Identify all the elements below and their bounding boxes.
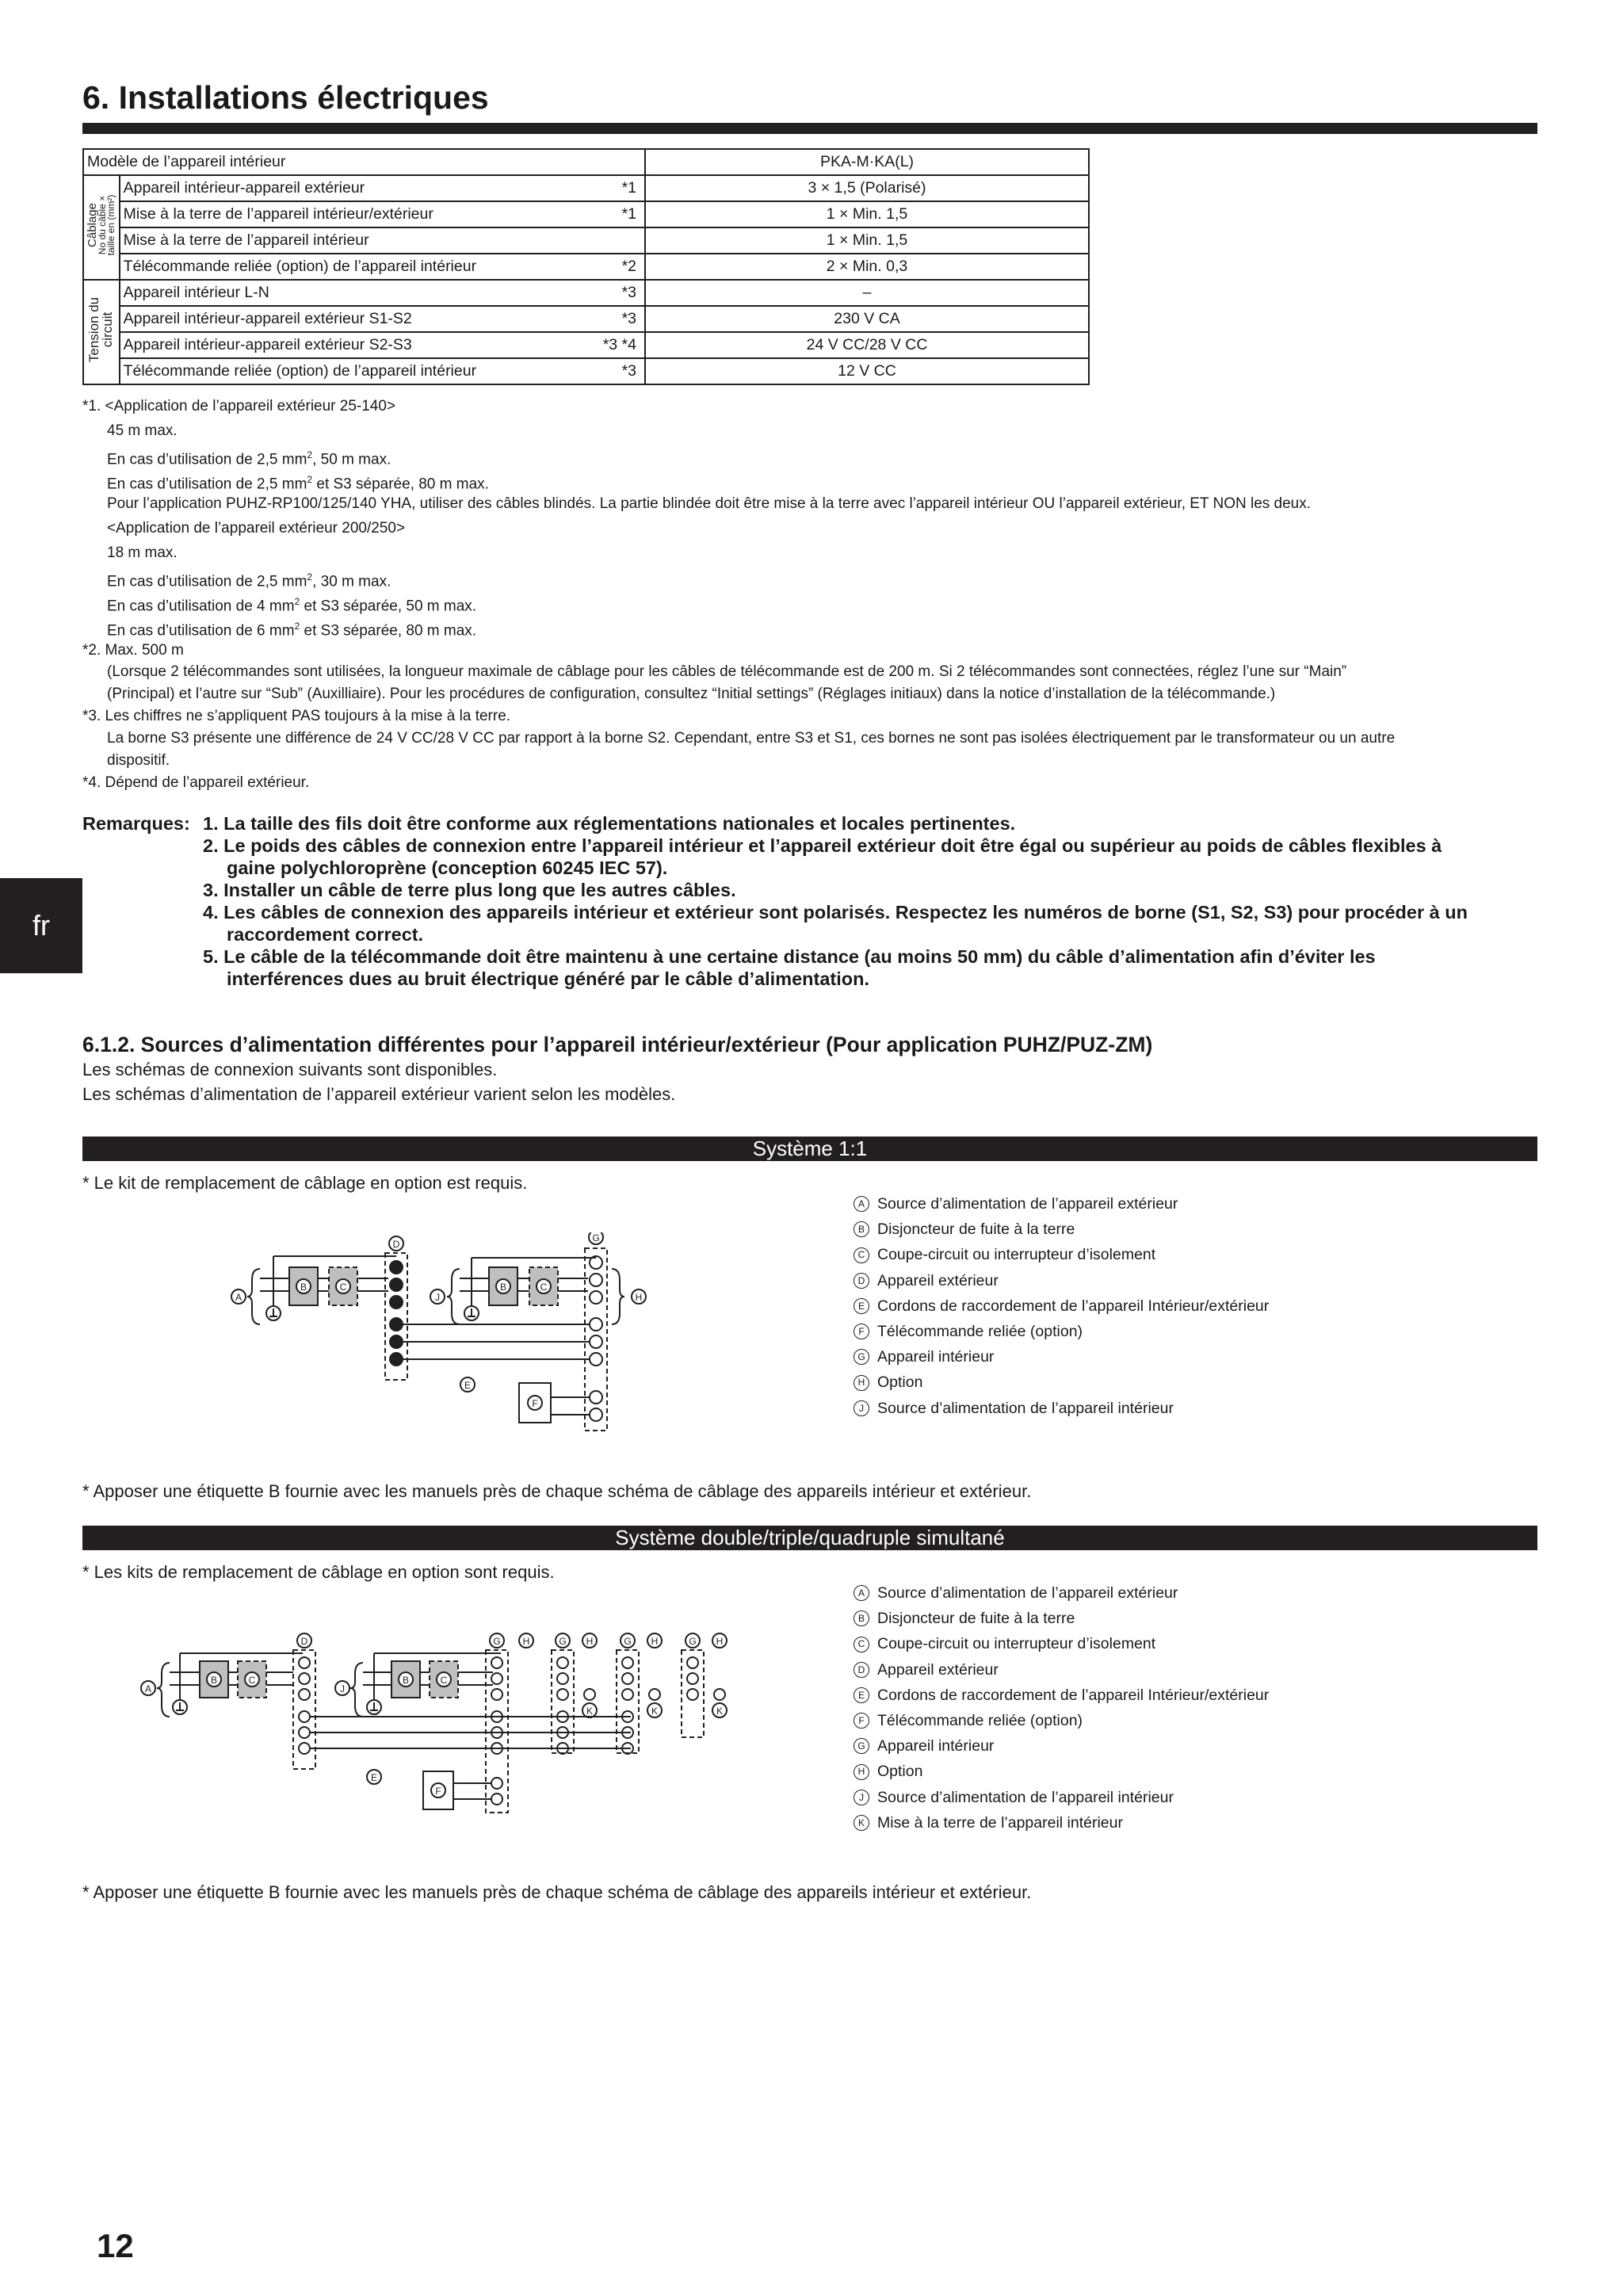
row-label: Mise à la terre de l’appareil intérieur/extérieur — [120, 201, 575, 227]
legend-key: F — [854, 1713, 869, 1729]
group1-line2: No du câble × — [97, 195, 108, 254]
row-note: *3 — [575, 306, 645, 332]
svg-text:C: C — [540, 1282, 548, 1293]
legend-key: H — [854, 1375, 869, 1391]
table-row — [83, 358, 1089, 384]
system-1-1-legend — [854, 1191, 1269, 1421]
row-note: *1 — [575, 201, 645, 227]
svg-text:B: B — [499, 1282, 507, 1293]
legend-key: B — [854, 1221, 869, 1237]
group1-line3: taille en (mm²) — [105, 194, 116, 256]
system-1-1-footer: * Apposer une étiquette B fournie avec les manuels près de chaque schéma de câblage des appareils intérieur et extérieur. — [82, 1481, 1032, 1501]
model-label: Modèle de l’appareil intérieur — [83, 149, 645, 175]
legend-key: C — [854, 1247, 869, 1263]
remark-line: 4. Les câbles de connexion des appareils intérieur et extérieur sont polarisés. Respectez les numéros de borne (S1, S2, S3) pour procéder à un — [203, 902, 1468, 923]
svg-text:C: C — [440, 1675, 448, 1686]
table-row — [83, 254, 1089, 280]
legend-item: C Coupe-circuit ou interrupteur d’isolement — [854, 1631, 1269, 1656]
footnote-1-line: 45 m max. — [107, 422, 178, 439]
legend-key: F — [854, 1324, 869, 1339]
remark-line: 3. Installer un câble de terre plus long que les autres câbles. — [203, 880, 736, 900]
legend-item: B Disjoncteur de fuite à la terre — [854, 1217, 1269, 1242]
page-number: 12 — [97, 2227, 134, 2264]
model-value: PKA-M·KA(L) — [645, 149, 1089, 175]
system-1-1-wiring-diagram — [230, 1232, 658, 1442]
table-row — [83, 149, 1089, 175]
legend-item: F Télécommande reliée (option) — [854, 1708, 1269, 1733]
row-label: Appareil intérieur L-N — [120, 280, 575, 306]
remark-line: raccordement correct. — [227, 924, 424, 945]
svg-text:G: G — [592, 1232, 600, 1244]
legend-item: H Option — [854, 1759, 1269, 1784]
group-label-wiring — [83, 175, 120, 280]
legend-item: D Appareil extérieur — [854, 1657, 1269, 1683]
legend-item: J Source d’alimentation de l’appareil intérieur — [854, 1396, 1269, 1421]
legend-key: G — [854, 1738, 869, 1754]
system-multi-legend — [854, 1580, 1269, 1836]
system-multi-bar: Système double/triple/quadruple simultané — [82, 1526, 1537, 1550]
svg-text:K: K — [651, 1706, 659, 1717]
row-label: Télécommande reliée (option) de l’appareil intérieur — [120, 358, 575, 384]
legend-key: G — [854, 1349, 869, 1365]
title-rule — [82, 123, 1537, 134]
row-note: *3 — [575, 358, 645, 384]
svg-text:H: H — [586, 1636, 594, 1647]
row-label: Appareil intérieur-appareil extérieur S1-S2 — [120, 306, 575, 332]
svg-text:G: G — [559, 1636, 567, 1647]
remark-line: interférences dues au bruit électrique généré par le câble d’alimentation. — [227, 968, 870, 989]
legend-item: J Source d’alimentation de l’appareil intérieur — [854, 1785, 1269, 1810]
svg-text:D: D — [300, 1636, 308, 1647]
svg-text:A: A — [144, 1683, 152, 1694]
row-label: Appareil intérieur-appareil extérieur S2-S3 — [120, 332, 575, 358]
remark-line: 5. Le câble de la télécommande doit être maintenu à une certaine distance (au moins 50 mm) du câble d’alimentation afin d’éviter les — [203, 946, 1376, 967]
svg-text:G: G — [624, 1636, 632, 1647]
row-label: Appareil intérieur-appareil extérieur — [120, 175, 575, 201]
group-label-wiring-text — [84, 176, 117, 274]
legend-item: E Cordons de raccordement de l’appareil Intérieur/extérieur — [854, 1293, 1269, 1319]
legend-item: A Source d’alimentation de l’appareil extérieur — [854, 1191, 1269, 1217]
legend-key: B — [854, 1610, 869, 1626]
footnote-2-line: (Principal) et l’autre sur “Sub” (Auxilliaire). Pour les procédures de configuration, consultez “Initial settings” (Réglages initiaux) dans la notice d’installation de la télécommande.) — [107, 686, 1276, 702]
footnote-1-line: En cas d’utilisation de 6 $mm^2$ et S3 séparée, 80 m max. — [107, 621, 477, 640]
svg-text:C: C — [248, 1675, 256, 1686]
svg-text:J: J — [340, 1683, 345, 1694]
legend-key: C — [854, 1637, 869, 1652]
legend-key: K — [854, 1815, 869, 1831]
legend-item: G Appareil intérieur — [854, 1733, 1269, 1759]
system-1-1-bar: Système 1:1 — [82, 1137, 1537, 1161]
section-intro: Les schémas de connexion suivants sont disponibles. — [82, 1060, 498, 1079]
svg-text:G: G — [493, 1636, 501, 1647]
table-row — [83, 175, 1089, 201]
row-value: 1 × Min. 1,5 — [645, 227, 1089, 254]
group2-line2: circuit — [100, 311, 115, 347]
footnote-1-line: En cas d’utilisation de 2,5 $mm^2$ et S3 séparée, 80 m max. — [107, 474, 489, 493]
svg-text:G: G — [689, 1636, 697, 1647]
footnote-2-line: *2. Max. 500 m — [82, 642, 184, 659]
row-label: Télécommande reliée (option) de l’appareil intérieur — [120, 254, 575, 280]
svg-text:B: B — [210, 1675, 218, 1686]
group2-line1: Tension du — [86, 296, 101, 362]
system-1-1-note: * Le kit de remplacement de câblage en option est requis. — [82, 1173, 528, 1193]
legend-item: E Cordons de raccordement de l’appareil Intérieur/extérieur — [854, 1683, 1269, 1708]
svg-text:K: K — [586, 1706, 594, 1717]
group-label-voltage — [83, 280, 120, 384]
row-value: – — [645, 280, 1089, 306]
svg-text:J: J — [435, 1292, 440, 1303]
svg-text:E: E — [370, 1772, 378, 1783]
footnote-2-line: (Lorsque 2 télécommandes sont utilisées, la longueur maximale de câblage pour les câbles de télécommande est de 200 m. Si 2 télécommandes sont connectées, réglez l’une sur “Main” — [107, 663, 1347, 680]
section-heading: 6.1.2. Sources d’alimentation différentes pour l’appareil intérieur/extérieur (Pour application PUHZ/PUZ-ZM) — [82, 1033, 1153, 1056]
row-note: *3 — [575, 280, 645, 306]
brace-a — [247, 1269, 260, 1324]
row-value: 1 × Min. 1,5 — [645, 201, 1089, 227]
row-note: *2 — [575, 254, 645, 280]
footnote-4-line: *4. Dépend de l’appareil extérieur. — [82, 774, 310, 791]
row-value: 2 × Min. 0,3 — [645, 254, 1089, 280]
legend-key: H — [854, 1764, 869, 1780]
footnote-1-line: En cas d’utilisation de 4 $mm^2$ et S3 séparée, 50 m max. — [107, 596, 477, 615]
footnote-1-line: *1. <Application de l’appareil extérieur 25-140> — [82, 398, 396, 415]
svg-text:F: F — [435, 1786, 441, 1797]
table-row — [83, 227, 1089, 254]
footnote-1-line: Pour l’application PUHZ-RP100/125/140 YHA, utiliser des câbles blindés. La partie blindée doit être mise à la terre avec l’appareil intérieur OU l’appareil extérieur, ET NON les deux. — [107, 495, 1312, 512]
table-row — [83, 280, 1089, 306]
legend-key: A — [854, 1196, 869, 1212]
legend-key: A — [854, 1585, 869, 1601]
footnote-1-line: En cas d’utilisation de 2,5 $mm^2$, 30 m max. — [107, 571, 391, 590]
row-note: *1 — [575, 175, 645, 201]
legend-key: E — [854, 1298, 869, 1314]
system-multi-wiring-diagram — [136, 1633, 747, 1827]
svg-text:H: H — [635, 1292, 643, 1303]
legend-item: F Télécommande reliée (option) — [854, 1319, 1269, 1344]
legend-item: C Coupe-circuit ou interrupteur d’isolement — [854, 1242, 1269, 1267]
row-value: 3 × 1,5 (Polarisé) — [645, 175, 1089, 201]
footnote-3-line: dispositif. — [107, 752, 170, 769]
table-row — [83, 201, 1089, 227]
footnote-3-line: La borne S3 présente une différence de 24 V CC/28 V CC par rapport à la borne S2. Cependant, entre S3 et S1, ces bornes ne sont pas isolées électriquement par le transformateur ou un autre — [107, 730, 1396, 747]
footnote-1-line: 18 m max. — [107, 544, 178, 561]
svg-text:E: E — [464, 1380, 472, 1391]
svg-text:B: B — [402, 1675, 410, 1686]
footnote-3-line: *3. Les chiffres ne s’appliquent PAS toujours à la mise à la terre. — [82, 708, 511, 724]
svg-text:K: K — [716, 1706, 724, 1717]
group1-line1: Câblage — [86, 202, 99, 247]
group-label-voltage-text — [84, 281, 117, 379]
page-title: 6. Installations électriques — [82, 79, 489, 116]
row-note — [575, 227, 645, 254]
legend-item: K Mise à la terre de l’appareil intérieur — [854, 1810, 1269, 1836]
remark-line: gaine polychloroprène (conception 60245 IEC 57). — [227, 858, 668, 878]
remark-line: 2. Le poids des câbles de connexion entre l’appareil intérieur et l’appareil extérieur doit être égal ou supérieur au poids de câbles flexibles à — [203, 835, 1442, 856]
row-note: *3 *4 — [575, 332, 645, 358]
row-value: 230 V CA — [645, 306, 1089, 332]
row-value: 12 V CC — [645, 358, 1089, 384]
system-multi-note: * Les kits de remplacement de câblage en option sont requis. — [82, 1562, 555, 1582]
legend-item: A Source d’alimentation de l’appareil extérieur — [854, 1580, 1269, 1606]
legend-item: H Option — [854, 1370, 1269, 1395]
legend-key: D — [854, 1662, 869, 1678]
footnote-1-line: En cas d’utilisation de 2,5 $mm^2$, 50 m max. — [107, 449, 391, 468]
system-multi-footer: * Apposer une étiquette B fournie avec les manuels près de chaque schéma de câblage des appareils intérieur et extérieur. — [82, 1882, 1032, 1902]
svg-text:D: D — [392, 1239, 400, 1250]
table-row — [83, 306, 1089, 332]
svg-text:H: H — [651, 1636, 659, 1647]
row-label: Mise à la terre de l’appareil intérieur — [120, 227, 575, 254]
svg-text:A: A — [235, 1292, 242, 1303]
svg-text:F: F — [532, 1398, 538, 1409]
legend-item: G Appareil intérieur — [854, 1344, 1269, 1370]
legend-key: J — [854, 1790, 869, 1805]
remark-line: 1. La taille des fils doit être conforme aux réglementations nationales et locales pertinentes. — [203, 813, 1016, 834]
legend-item: B Disjoncteur de fuite à la terre — [854, 1606, 1269, 1631]
legend-item: D Appareil extérieur — [854, 1268, 1269, 1293]
legend-key: J — [854, 1400, 869, 1416]
svg-text:H: H — [716, 1636, 724, 1647]
remarks-label: Remarques: — [82, 813, 190, 834]
wiring-spec-table — [82, 148, 1090, 385]
legend-key: E — [854, 1687, 869, 1703]
section-intro: Les schémas d’alimentation de l’appareil extérieur varient selon les modèles. — [82, 1084, 676, 1104]
svg-text:C: C — [339, 1282, 347, 1293]
footnote-1-line: <Application de l’appareil extérieur 200/250> — [107, 520, 406, 537]
svg-text:H: H — [522, 1636, 530, 1647]
language-tab: fr — [0, 878, 82, 973]
svg-text:B: B — [300, 1282, 307, 1293]
legend-key: D — [854, 1273, 869, 1289]
table-row — [83, 332, 1089, 358]
row-value: 24 V CC/28 V CC — [645, 332, 1089, 358]
